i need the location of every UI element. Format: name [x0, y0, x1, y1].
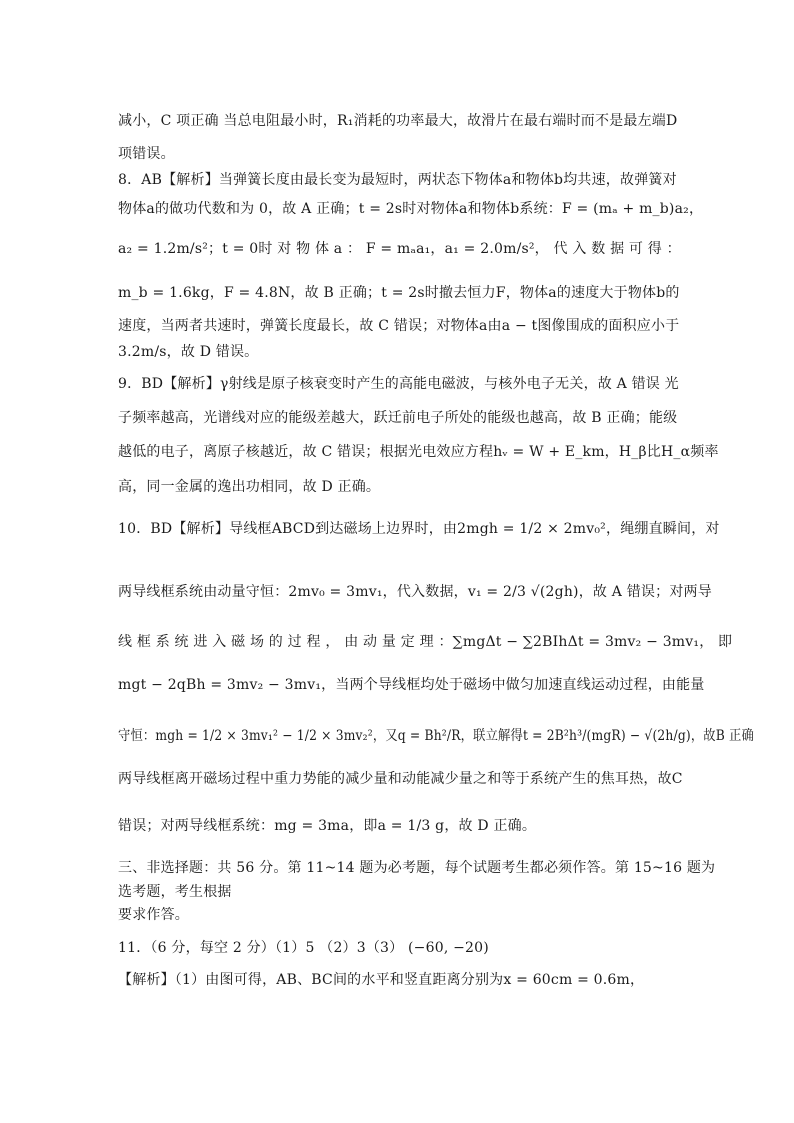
text-line: 线 框 系 统 进 入 磁 场 的 过 程 ， 由 动 量 定 理 ：∑mgΔt − ∑2BIhΔt = 3mv₂ − 3mv₁， 即	[118, 634, 733, 650]
text-line: 速度，当两者共速时，弹簧长度最长，故 C 错误；对物体a由a − t图像围成的面积应小于	[118, 318, 680, 334]
text-line: 选考题，考生根据	[118, 884, 232, 900]
text-line: 守恒：mgh = 1/2 × 3mv₁² − 1/2 × 3mv₂²，又q = Bh²/R，联立解得t = 2B²h³/(mgR) − √(2h/g)，故B 正确	[118, 728, 755, 744]
text-line: 两导线框系统由动量守恒：2mv₀ = 3mv₁，代入数据，v₁ = 2/3 √(2gh)，故 A 错误；对两导	[118, 584, 712, 600]
text-line: 9．BD【解析】γ射线是原子核衰变时产生的高能电磁波，与核外电子无关，故 A 错误 光	[118, 376, 679, 392]
text-line: 减小，C 项正确 当总电阻最小时，R₁消耗的功率最大，故滑片在最右端时而不是最左端D	[118, 113, 678, 129]
text-line: 两导线框离开磁场过程中重力势能的减少量和动能减少量之和等于系统产生的焦耳热，故C	[118, 771, 683, 787]
text-line: 物体a的做功代数和为 0，故 A 正确；t = 2s时对物体a和物体b系统：F = (mₐ + m_b)a₂，	[118, 201, 704, 217]
text-line: 11．（6 分，每空 2 分）（1）5 （2）3（3） (−60, −20)	[118, 940, 489, 956]
text-line: 高，同一金属的逸出功相同，故 D 正确。	[118, 479, 381, 495]
text-line: 10．BD【解析】导线框ABCD到达磁场上边界时，由2mgh = 1/2 × 2mv₀²，绳绷直瞬间，对	[118, 521, 720, 537]
text-line: 要求作答。	[118, 907, 189, 923]
text-line: 错误；对两导线框系统：mg = 3ma，即a = 1/3 g，故 D 正确。	[118, 818, 537, 834]
text-line: mgt − 2qBh = 3mv₂ − 3mv₁，当两个导线框均处于磁场中做匀加速直线运动过程，由能量	[118, 677, 705, 693]
text-line: 3.2m/s，故 D 错误。	[118, 344, 259, 360]
text-line: 项错误。	[118, 146, 175, 162]
text-line: 8．AB【解析】当弹簧长度由最长变为最短时，两状态下物体a和物体b均共速，故弹簧对	[118, 172, 677, 188]
text-line: 【解析】（1）由图可得，AB、BC间的水平和竖直距离分别为x = 60cm = 0.6m，	[118, 972, 645, 988]
text-line: 三、非选择题：共 56 分。第 11~14 题为必考题，每个试题考生都必须作答。第 15~16 题为	[118, 860, 716, 876]
text-line: m_b = 1.6kg，F = 4.8N，故 B 正确；t = 2s时撤去恒力F，物体a的速度大于物体b的	[118, 285, 680, 301]
text-line: 越低的电子，离原子核越近，故 C 错误；根据光电效应方程hᵥ = W + E_km，H_β比H_α频率	[118, 444, 719, 460]
text-line: 子频率越高，光谱线对应的能级差越大，跃迁前电子所处的能级也越高，故 B 正确；能级	[118, 410, 678, 426]
text-line: a₂ = 1.2m/s²；t = 0时 对 物 体 a ： F = mₐa₁，a₁ = 2.0m/s²， 代 入 数 据 可 得 ：	[118, 241, 681, 257]
